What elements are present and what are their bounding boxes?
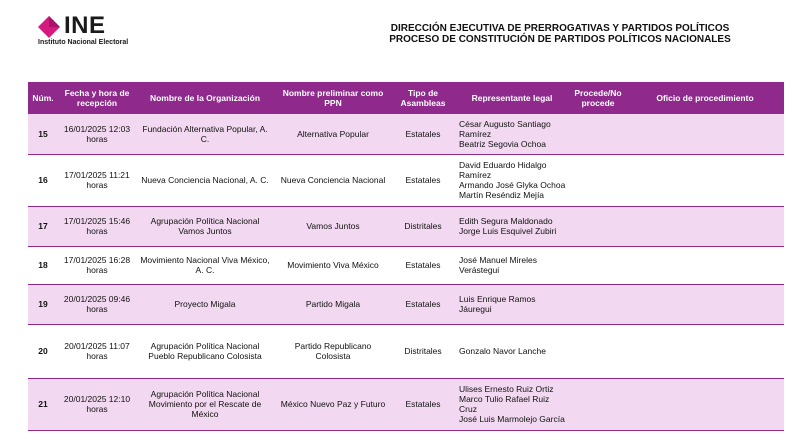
cell-procede (570, 246, 626, 284)
ine-logo (38, 12, 148, 48)
representante-name: Edith Segura Maldonado (459, 216, 553, 226)
representante-name: David Eduardo Hidalgo Ramírez (459, 160, 547, 180)
table-row (28, 206, 784, 246)
cell-representante (454, 284, 570, 324)
registrations-table (28, 82, 784, 431)
cell-organizacion: Movimiento Nacional Viva México, A. C. (136, 246, 274, 284)
table-row (28, 378, 784, 430)
cell-fecha: 20/01/2025 11:07 horas (58, 324, 136, 378)
logo-subtitle: Instituto Nacional Electoral (38, 39, 129, 46)
ine-diamond-icon (38, 16, 60, 38)
cell-fecha: 17/01/2025 11:21 horas (58, 154, 136, 206)
representante-name: Beatriz Segovia Ochoa (459, 138, 546, 149)
cell-procede (570, 114, 626, 154)
cell-tipo: Estatales (392, 284, 454, 324)
column-header-num: Núm. (28, 82, 58, 114)
cell-nombre: Partido Migala (274, 284, 392, 324)
cell-representante (454, 378, 570, 430)
table-row (28, 154, 784, 206)
cell-fecha: 17/01/2025 15:46 horas (58, 206, 136, 246)
table-row (28, 114, 784, 154)
cell-procede (570, 378, 626, 430)
representante-name: Marco Tulio Rafael Ruiz Cruz (459, 394, 550, 414)
cell-fecha: 20/01/2025 12:10 horas (58, 378, 136, 430)
cell-nombre: México Nuevo Paz y Futuro (274, 378, 392, 430)
representante-name: César Augusto Santiago Ramírez (459, 118, 551, 139)
cell-procede (570, 324, 626, 378)
column-header-nombre: Nombre preliminar como PPN (274, 82, 392, 114)
column-header-fecha: Fecha y hora de recepción (58, 82, 136, 114)
cell-procede (570, 154, 626, 206)
cell-num: 16 (28, 154, 58, 206)
cell-oficio (626, 114, 784, 154)
cell-representante (454, 324, 570, 378)
document-title (360, 23, 760, 45)
cell-organizacion: Proyecto Migala (136, 284, 274, 324)
representante-name: Armando José Glyka Ochoa (459, 180, 566, 190)
title-line-2: PROCESO DE CONSTITUCIÓN DE PARTIDOS POLÍTICOS NACIONALES (389, 34, 731, 45)
representante-name: Luis Enrique Ramos Jáuregui (459, 294, 536, 314)
representante-name: Jorge Luis Esquivel Zubiri (459, 226, 557, 236)
cell-tipo: Estatales (392, 378, 454, 430)
representante-name: José Luis Marmolejo García (459, 414, 565, 424)
cell-tipo: Distritales (392, 324, 454, 378)
cell-num: 20 (28, 324, 58, 378)
cell-tipo: Estatales (392, 154, 454, 206)
cell-nombre: Vamos Juntos (274, 206, 392, 246)
cell-tipo: Estatales (392, 114, 454, 154)
cell-oficio (626, 324, 784, 378)
table-header-row (28, 82, 784, 114)
cell-oficio (626, 154, 784, 206)
column-header-oficio: Oficio de procedimiento (626, 82, 784, 114)
cell-num: 17 (28, 206, 58, 246)
cell-oficio (626, 378, 784, 430)
cell-representante (454, 246, 570, 284)
cell-nombre: Partido Republicano Colosista (274, 324, 392, 378)
cell-num: 21 (28, 378, 58, 430)
column-header-organizacion: Nombre de la Organización (136, 82, 274, 114)
cell-representante (454, 114, 570, 154)
cell-tipo: Distritales (392, 206, 454, 246)
cell-fecha: 20/01/2025 09:46 horas (58, 284, 136, 324)
cell-organizacion: Agrupación Política Nacional Pueblo Republicano Colosista (136, 324, 274, 378)
representante-name: Gonzalo Navor Lanche (459, 346, 546, 356)
column-header-representante: Representante legal (454, 82, 570, 114)
cell-procede (570, 284, 626, 324)
cell-oficio (626, 246, 784, 284)
cell-procede (570, 206, 626, 246)
cell-num: 18 (28, 246, 58, 284)
cell-oficio (626, 206, 784, 246)
cell-organizacion: Agrupación Política Nacional Movimiento por el Rescate de México (136, 378, 274, 430)
cell-num: 19 (28, 284, 58, 324)
column-header-procede: Procede/No procede (570, 82, 626, 114)
cell-nombre: Movimiento Viva México (274, 246, 392, 284)
title-line-1: DIRECCIÓN EJECUTIVA DE PRERROGATIVAS Y PARTIDOS POLÍTICOS (390, 23, 730, 34)
cell-organizacion: Fundación Alternativa Popular, A. C. (136, 114, 274, 154)
representante-name: Ulises Ernesto Ruiz Ortiz (459, 384, 554, 394)
table-row (28, 284, 784, 324)
cell-oficio (626, 284, 784, 324)
table-row (28, 324, 784, 378)
representante-name: Martín Reséndiz Mejía (459, 190, 545, 200)
cell-fecha: 17/01/2025 16:28 horas (58, 246, 136, 284)
table-row (28, 246, 784, 284)
cell-representante (454, 206, 570, 246)
logo-word: INE (64, 12, 106, 39)
representante-name: José Manuel Mireles Verástegui (459, 255, 537, 275)
cell-organizacion: Agrupación Política Nacional Vamos Juntos (136, 206, 274, 246)
cell-nombre: Alternativa Popular (274, 114, 392, 154)
cell-organizacion: Nueva Conciencia Nacional, A. C. (136, 154, 274, 206)
cell-nombre: Nueva Conciencia Nacional (274, 154, 392, 206)
cell-fecha: 16/01/2025 12:03 horas (58, 114, 136, 154)
column-header-tipo: Tipo de Asambleas (392, 82, 454, 114)
cell-num: 15 (28, 114, 58, 154)
cell-representante (454, 154, 570, 206)
cell-tipo: Estatales (392, 246, 454, 284)
